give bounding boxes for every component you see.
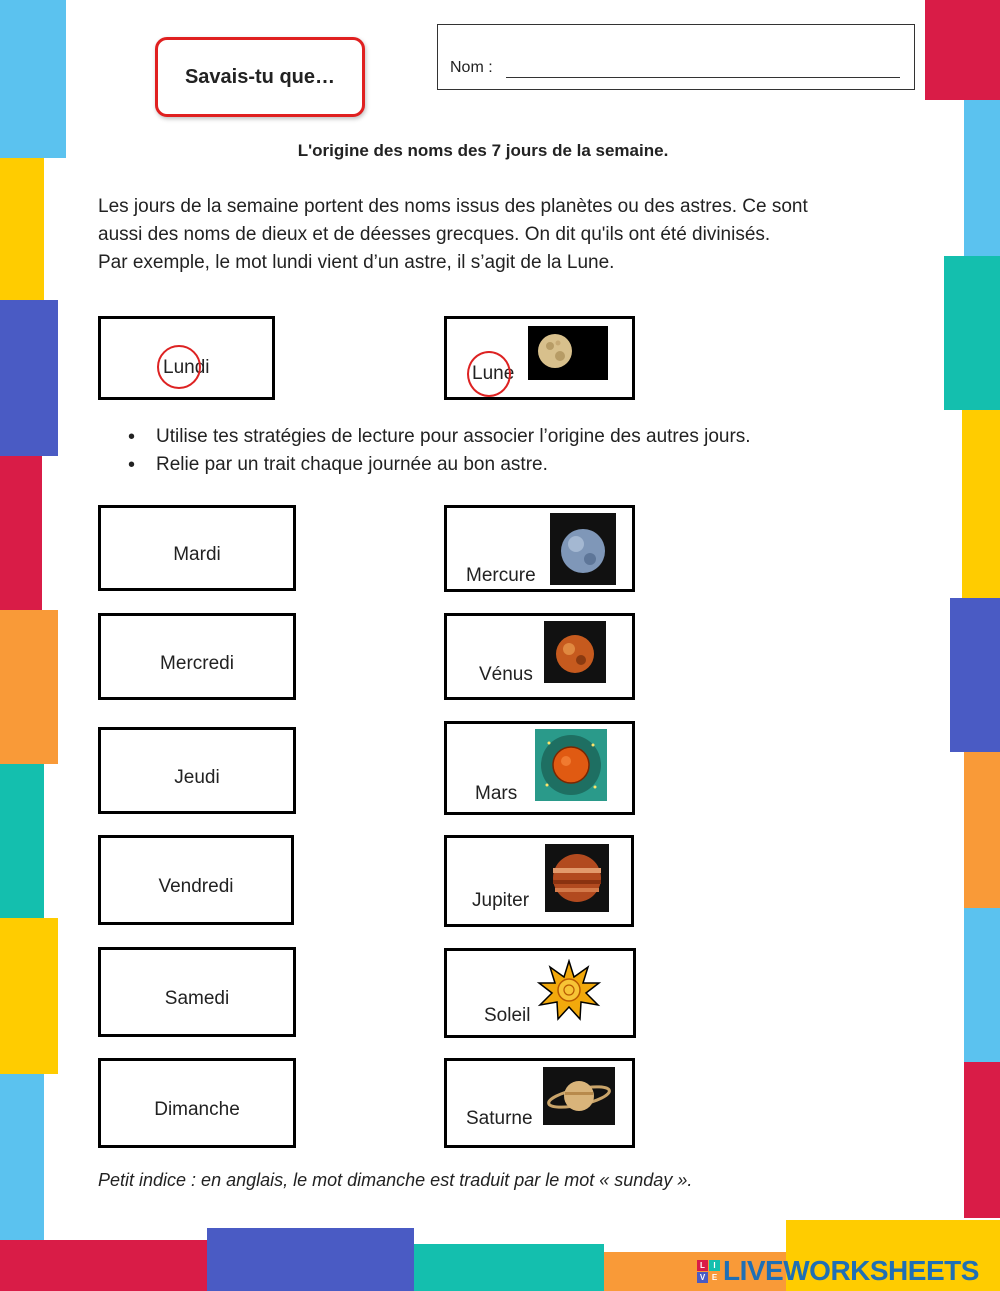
day-label: Vendredi <box>158 876 234 897</box>
intro-line: aussi des noms de dieux et de déesses grecques. On dit qu'ils ont été divinisés. <box>98 224 771 245</box>
day-box-mardi[interactable] <box>98 505 296 591</box>
name-box <box>437 24 915 90</box>
day-box-samedi[interactable] <box>98 947 296 1037</box>
astre-box-mars[interactable] <box>444 721 635 815</box>
day-label: Jeudi <box>174 767 220 788</box>
example-day-box <box>98 316 275 400</box>
jupiter-planet-icon <box>545 844 609 912</box>
moon-icon <box>528 326 608 380</box>
example-day-label: Lundi <box>163 357 210 378</box>
astre-box-soleil[interactable] <box>444 948 636 1038</box>
savais-tu-que-badge <box>155 37 365 117</box>
logo-mark-letter: V <box>697 1272 708 1283</box>
day-box-mercredi[interactable] <box>98 613 296 700</box>
page-title: L'origine des noms des 7 jours de la semaine. <box>297 141 669 160</box>
astre-box-jupiter[interactable] <box>444 835 634 927</box>
astre-label: Mars <box>475 783 518 804</box>
intro-paragraph <box>98 193 898 277</box>
logo-text: LIVEWORKSHEETS <box>723 1255 979 1286</box>
example-astre-label: Lune <box>472 363 515 384</box>
day-label: Mardi <box>173 544 221 565</box>
example-day-circle-mark <box>157 345 201 389</box>
day-label: Dimanche <box>154 1099 240 1120</box>
day-label: Samedi <box>164 988 230 1009</box>
instructions-list <box>128 423 751 479</box>
liveworksheets-logo <box>697 1255 979 1287</box>
mars-planet-icon <box>535 729 607 801</box>
mercury-planet-icon <box>550 513 616 585</box>
saturn-planet-icon <box>543 1067 615 1125</box>
liveworksheets-mark-icon <box>697 1260 720 1283</box>
day-label: Mercredi <box>160 653 234 674</box>
astre-label: Mercure <box>466 565 536 586</box>
name-input-line[interactable] <box>506 77 900 78</box>
astre-label: Vénus <box>479 664 533 685</box>
astre-box-venus[interactable] <box>444 613 635 700</box>
instruction-item: • Relie par un trait chaque journée au bon astre. <box>128 451 751 479</box>
logo-mark-letter: L <box>697 1260 708 1271</box>
sun-icon <box>536 959 602 1021</box>
venus-planet-icon <box>544 621 606 683</box>
intro-line: Par exemple, le mot lundi vient d’un astre, il s’agit de la Lune. <box>98 252 615 273</box>
astre-label: Jupiter <box>472 890 530 911</box>
day-box-dimanche[interactable] <box>98 1058 296 1148</box>
astre-label: Saturne <box>466 1108 533 1129</box>
intro-line: Les jours de la semaine portent des noms issus des planètes ou des astres. Ce sont <box>98 196 808 217</box>
logo-mark-letter: I <box>709 1260 720 1271</box>
day-box-vendredi[interactable] <box>98 835 294 925</box>
name-label: Nom : <box>450 59 493 76</box>
example-astre-circle-mark <box>467 351 511 397</box>
astre-label: Soleil <box>484 1005 531 1026</box>
astre-box-saturne[interactable] <box>444 1058 635 1148</box>
badge-text: Savais-tu que… <box>184 65 336 88</box>
logo-mark-letter: E <box>709 1272 720 1283</box>
example-astre-box <box>444 316 635 400</box>
hint-text: Petit indice : en anglais, le mot dimanche est traduit par le mot « sunday ». <box>98 1170 693 1190</box>
day-box-jeudi[interactable] <box>98 727 296 814</box>
astre-box-mercure[interactable] <box>444 505 635 592</box>
instruction-item: • Utilise tes stratégies de lecture pour associer l’origine des autres jours. <box>128 423 751 451</box>
